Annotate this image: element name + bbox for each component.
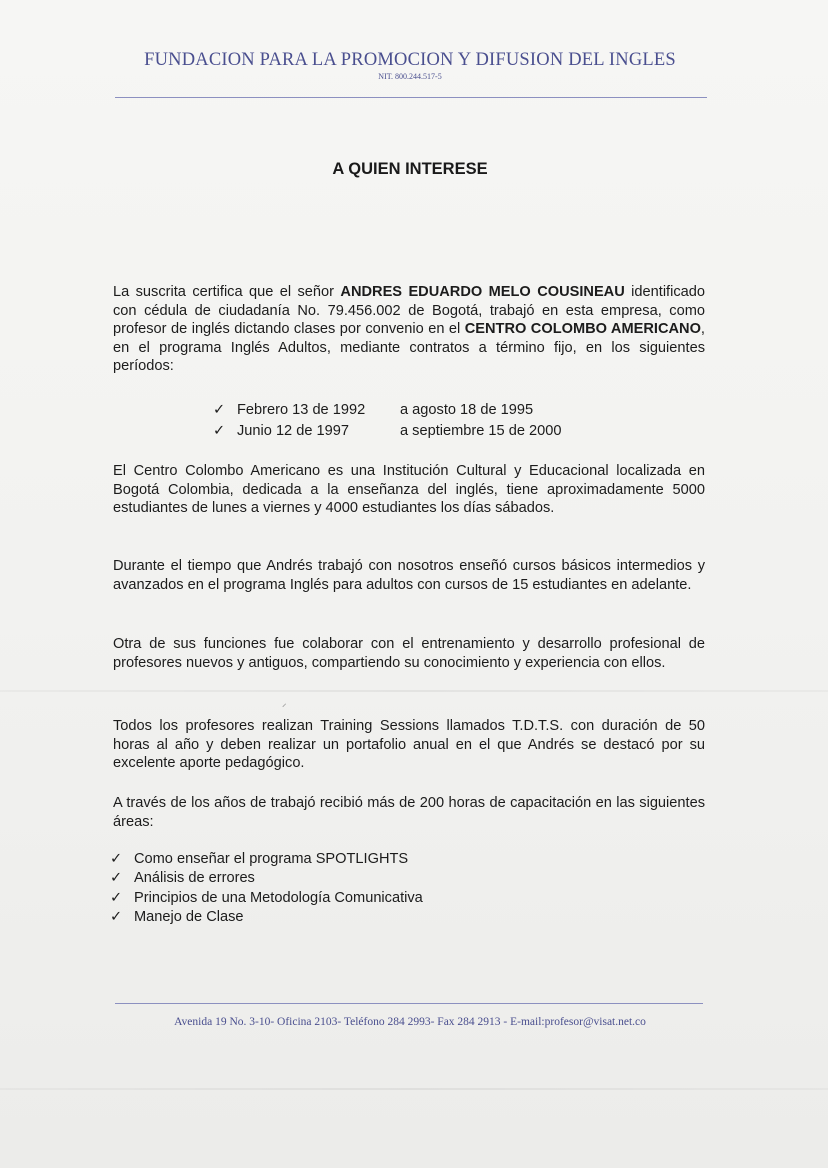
letterhead-nit: NIT. 800.244.517-5 — [378, 72, 442, 81]
letterhead-organization: FUNDACION PARA LA PROMOCION Y DIFUSION DEL INGLES — [144, 50, 676, 70]
period-start: Junio 12 de 1997 — [237, 423, 349, 439]
checkmark-icon: ✓ — [110, 908, 123, 925]
paragraph-capacitation: A través de los años de trabajó recibió más de 200 horas de capacitación en las siguientes áreas: — [113, 795, 705, 830]
paper-fold-line — [0, 1088, 828, 1090]
training-areas-list — [110, 850, 423, 927]
list-item — [110, 908, 423, 927]
employee-name: ANDRES EDUARDO MELO COUSINEAU — [340, 284, 625, 300]
list-item — [110, 869, 423, 888]
area-label: Análisis de errores — [134, 870, 255, 887]
area-label: Como enseñar el programa SPOTLIGHTS — [134, 851, 409, 867]
footer-contact: Avenida 19 No. 3-10- Oficina 2103- Teléfono 284 2993- Fax 284 2913 - E-mail:profesor@visat.net.co — [174, 1016, 646, 1028]
checkmark-icon: ✓ — [213, 423, 226, 439]
letterhead-rule — [115, 97, 707, 98]
paper-fold-line — [0, 690, 828, 692]
checkmark-icon: ✓ — [110, 889, 123, 906]
stray-mark: ⸍ — [282, 702, 287, 712]
institution-name: CENTRO COLOMBO AMERICANO — [464, 321, 701, 337]
area-label: Manejo de Clase — [134, 908, 244, 925]
paragraph-courses: Durante el tiempo que Andrés trabajó con nosotros enseñó cursos básicos intermedios y avanzados en el programa Inglés para adultos con cursos de 15 estudiantes en adelante. — [113, 558, 705, 593]
page-title: A QUIEN INTERESE — [332, 160, 488, 178]
area-label: Principios de una Metodología Comunicativa — [134, 889, 423, 906]
checkmark-icon: ✓ — [213, 402, 226, 418]
paragraph-institution: El Centro Colombo Americano es una Institución Cultural y Educacional localizada en Bogotá Colombia, dedicada a la enseñanza del inglés, tiene aproximadamente 5000 estudiantes de lunes a viernes y 4000 estudiantes los días sábados. — [113, 463, 705, 516]
paragraph-text: , en el programa Inglés Adultos, mediante contratos a término fijo, en los siguientes períodos: — [113, 321, 705, 374]
list-item — [110, 850, 423, 869]
period-start: Febrero 13 de 1992 — [237, 402, 366, 418]
paragraph-training: Todos los profesores realizan Training Sessions llamados T.D.T.S. con duración de 50 horas al año y deben realizar un portafolio anual en el que Andrés se destacó por su excelente aporte pedagógico. — [113, 718, 705, 771]
paragraph-certification — [113, 283, 705, 376]
period-end: a septiembre 15 de 2000 — [400, 423, 562, 439]
checkmark-icon: ✓ — [110, 870, 123, 887]
footer-rule — [115, 1003, 703, 1004]
checkmark-icon: ✓ — [110, 851, 123, 867]
paragraph-text: identificado con cédula de ciudadanía No. 79.456.002 de Bogotá, trabajó en esta empresa, como profesor de inglés dictando clases por convenio en el — [113, 284, 705, 337]
list-item — [110, 889, 423, 908]
paragraph-text: La suscrita certifica que el señor — [113, 284, 341, 300]
paragraph-functions: Otra de sus funciones fue colaborar con el entrenamiento y desarrollo profesional de profesores nuevos y antiguos, compartiendo su conocimiento y experiencia con ellos. — [113, 636, 705, 671]
period-end: a agosto 18 de 1995 — [400, 402, 534, 418]
